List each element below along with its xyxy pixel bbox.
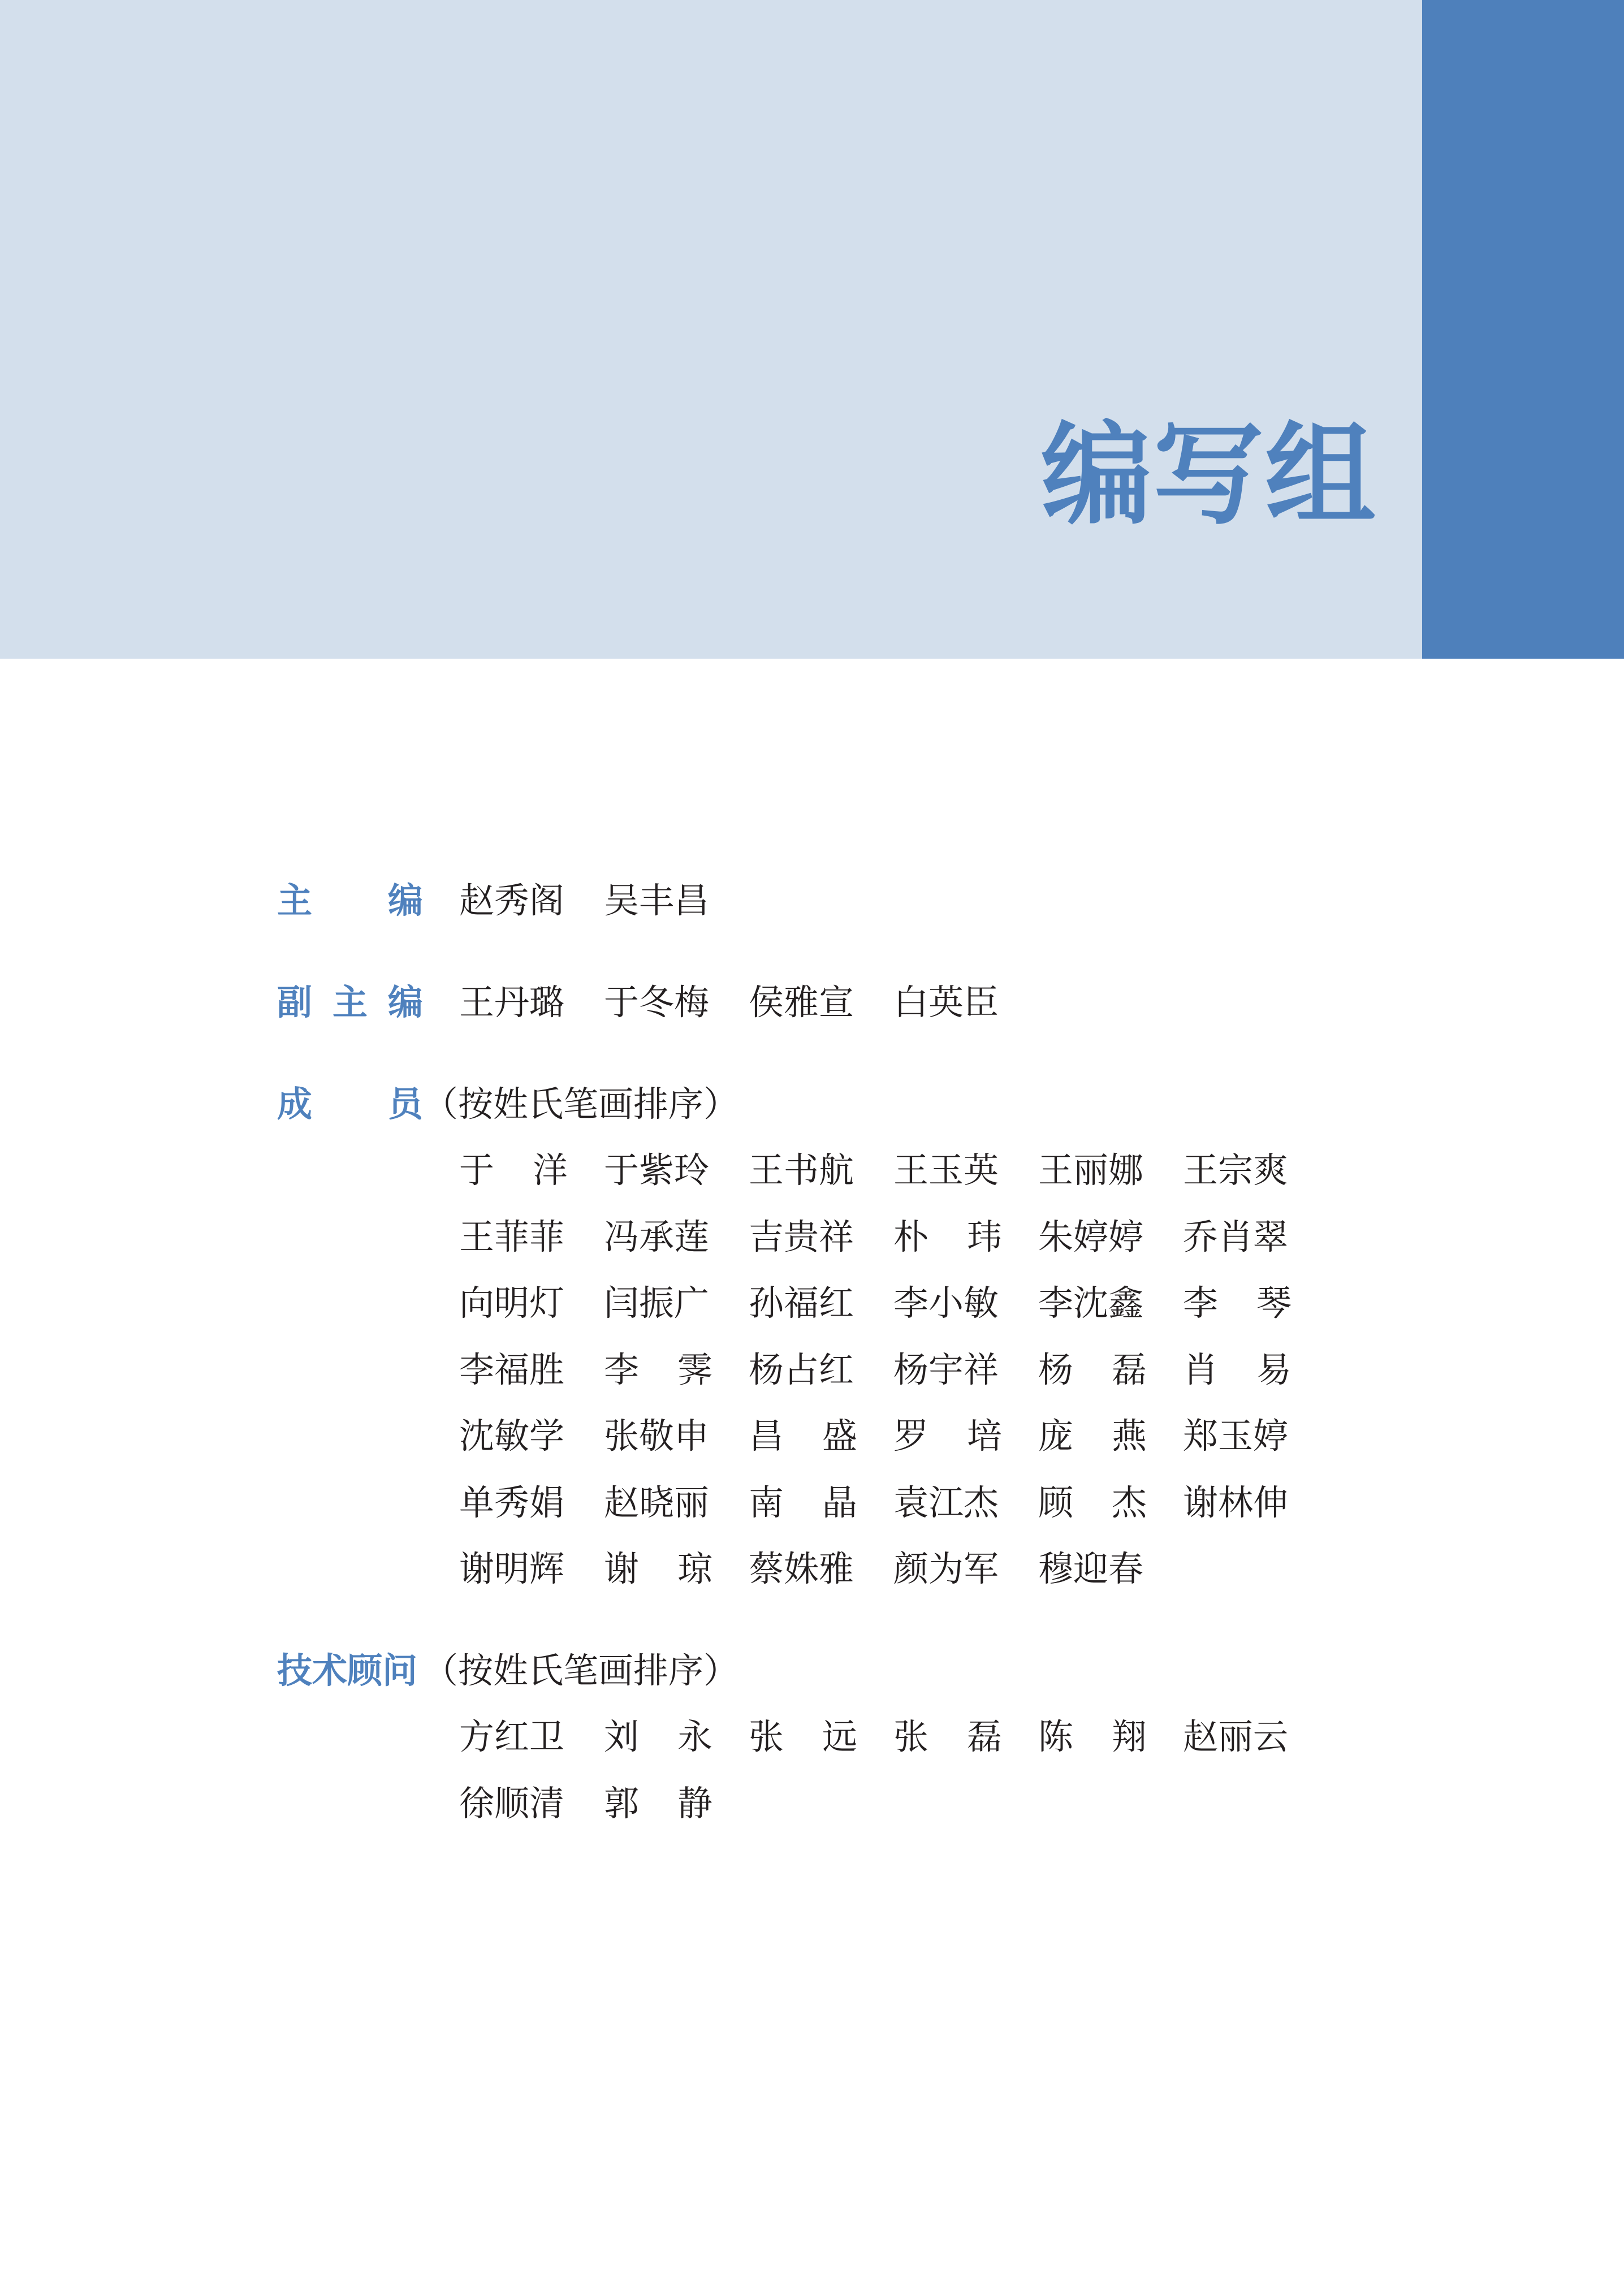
member-row	[459, 1544, 1183, 1594]
member-name: 向明灯	[459, 1282, 565, 1324]
page-title: 编写组	[1040, 410, 1377, 540]
advisor-name: 刘 永	[604, 1716, 712, 1757]
deputy-editor-name: 于冬梅	[604, 982, 710, 1023]
members-sort-note: （按姓氏笔画排序）	[423, 1083, 739, 1125]
advisor-name: 方红卫	[459, 1716, 565, 1757]
member-name: 昌 盛	[749, 1415, 857, 1456]
advisors-sort-note: （按姓氏笔画排序）	[423, 1650, 739, 1691]
member-name: 赵晓丽	[604, 1481, 710, 1523]
deputy-editor-name: 王丹璐	[459, 982, 565, 1023]
member-name: 吉贵祥	[749, 1216, 854, 1257]
member-name: 沈敏学	[459, 1415, 565, 1456]
member-name: 孙福红	[749, 1282, 854, 1324]
chief-editor-name: 吴丰昌	[604, 880, 710, 921]
member-row	[459, 1278, 1328, 1329]
advisor-name: 陈 翔	[1038, 1716, 1147, 1757]
member-name: 王丽娜	[1038, 1149, 1144, 1191]
member-name: 王玉英	[893, 1149, 999, 1191]
member-name: 单秀娟	[459, 1481, 565, 1523]
member-name: 谢明辉	[459, 1548, 565, 1589]
advisor-name: 郭 静	[604, 1782, 712, 1824]
member-name: 袁江杰	[893, 1481, 999, 1523]
member-name: 于紫玲	[604, 1149, 710, 1191]
member-name: 朴 玮	[893, 1216, 1002, 1257]
deputy-editor-name: 侯雅宣	[749, 982, 854, 1023]
member-name: 颜为军	[893, 1548, 999, 1589]
side-accent-band	[1422, 0, 1624, 659]
member-name: 穆迎春	[1038, 1548, 1144, 1589]
deputy-editor-label: 副 主 编	[277, 982, 423, 1023]
member-name: 乔肖翠	[1183, 1216, 1289, 1257]
member-name: 谢 琼	[604, 1548, 712, 1589]
member-name: 李沈鑫	[1038, 1282, 1144, 1324]
member-name: 李 霁	[604, 1348, 712, 1390]
member-name: 李福胜	[459, 1348, 565, 1390]
member-row	[459, 1145, 1328, 1196]
member-name: 罗 培	[893, 1415, 1002, 1456]
member-name: 王宗爽	[1183, 1149, 1289, 1191]
advisor-row	[459, 1778, 749, 1829]
member-name: 杨 磊	[1038, 1348, 1147, 1390]
member-row	[459, 1212, 1328, 1263]
advisor-name: 徐顺清	[459, 1782, 565, 1824]
chief-editor-label: 主 编	[277, 880, 423, 921]
member-name: 肖 易	[1183, 1348, 1292, 1390]
advisors-label: 技术顾问	[277, 1650, 418, 1691]
advisor-name: 张 磊	[893, 1716, 1002, 1757]
member-name: 张敬申	[604, 1415, 710, 1456]
member-name: 冯承莲	[604, 1216, 710, 1257]
member-name: 蔡姝雅	[749, 1548, 854, 1589]
header-band	[0, 0, 1422, 659]
member-name: 王书航	[749, 1149, 854, 1191]
member-name: 庞 燕	[1038, 1415, 1147, 1456]
advisor-name: 赵丽云	[1183, 1716, 1289, 1757]
member-name: 李 琴	[1183, 1282, 1292, 1324]
member-row	[459, 1344, 1328, 1395]
deputy-editor-name: 白英臣	[893, 982, 999, 1023]
member-row	[459, 1411, 1328, 1462]
advisor-name: 张 远	[749, 1716, 857, 1757]
member-name: 顾 杰	[1038, 1481, 1147, 1523]
member-name: 李小敏	[893, 1282, 999, 1324]
member-name: 杨宇祥	[893, 1348, 999, 1390]
advisor-row	[459, 1711, 1328, 1762]
member-name: 谢林伸	[1183, 1481, 1289, 1523]
member-row	[459, 1477, 1328, 1528]
chief-editor-name: 赵秀阁	[459, 880, 565, 921]
member-name: 杨占红	[749, 1348, 854, 1390]
members-label: 成 员	[277, 1083, 423, 1125]
deputy-editor-names	[459, 977, 1038, 1028]
chief-editor-names	[459, 875, 749, 926]
member-name: 郑玉婷	[1183, 1415, 1289, 1456]
member-name: 朱婷婷	[1038, 1216, 1144, 1257]
member-name: 王菲菲	[459, 1216, 565, 1257]
member-name: 闫振广	[604, 1282, 710, 1324]
member-name: 于 洋	[459, 1149, 568, 1191]
member-name: 南 晶	[749, 1481, 857, 1523]
